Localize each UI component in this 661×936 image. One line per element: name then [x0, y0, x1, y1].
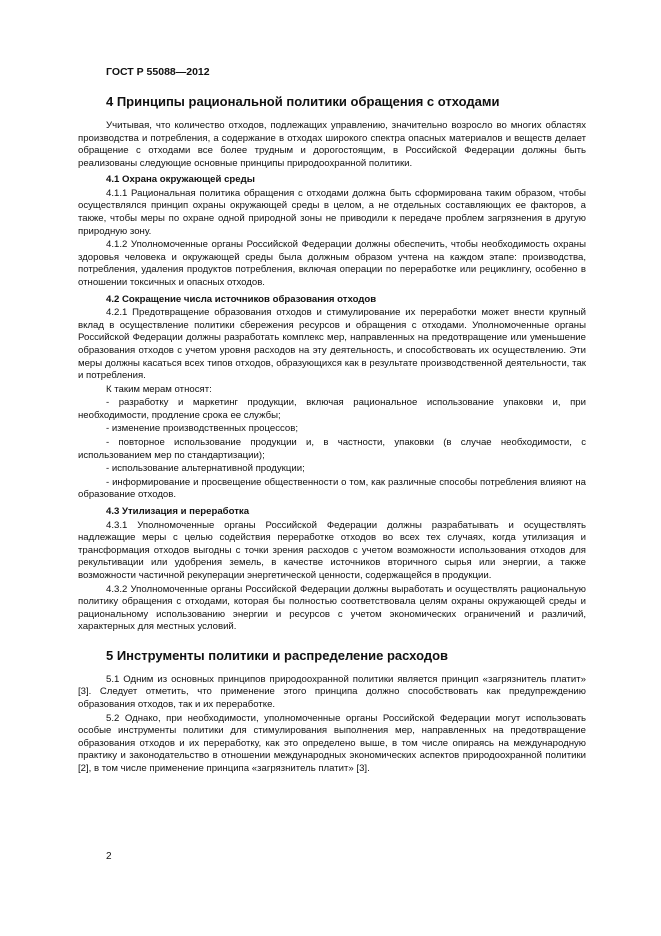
measure-item: - изменение производственных процессов;: [106, 423, 299, 435]
measure-item: - разработку и маркетинг продукции, включая рациональное использование упаковки и, при необходимости, продление срока ее службы;: [78, 397, 586, 421]
measure-item: - повторное использование продукции и, в частности, упаковки (в случае необходимости, с использованием мер по стандартизации);: [78, 437, 586, 461]
paragraph-4-1-1: 4.1.1 Рациональная политика обращения с отходами должна быть сформирована таким образом, чтобы осуществлялся принцип охраны окружающей среды в целом, а не отдельных составляющих ее факторов, а также, чтобы меры по охране одной природной зоны не приводили к передаче проблем загрязнения в другую природную зону.: [78, 187, 586, 237]
section-4-title: 4 Принципы рациональной политики обращения с отходами: [106, 94, 500, 109]
document-code: ГОСТ Р 55088—2012: [106, 66, 210, 78]
document-content: [78, 93, 586, 777]
paragraph-4-3-2: 4.3.2 Уполномоченные органы Российской Федерации должны выработать и осуществлять рациональную политику обращения с отходами, которая бы полностью соответствовала целям охраны окружающей среды и рациональному использованию энергии и ресурсов с учетом экономических ограничений и различий, характерных для местных условий.: [78, 583, 586, 633]
measure-item: - использование альтернативной продукции;: [106, 463, 305, 475]
page-number: 2: [106, 851, 112, 862]
paragraph-5-2: 5.2 Однако, при необходимости, уполномоченные органы Российской Федерации могут использовать особые инструменты политики для стимулирования выполнения мер, направленных на предотвращение образования отходов и их переработку, как это определено выше, в том числе опираясь на международную практику и законодательство в отношении международных экономических аспектов природоохранной политики [2], в том числе применение принципа «загрязнитель платит» [3].: [78, 712, 586, 775]
measure-item: - информирование и просвещение общественности о том, как различные способы потребления влияют на образование отходов.: [78, 476, 586, 501]
section-5-title: 5 Инструменты политики и распределение расходов: [106, 647, 449, 663]
paragraph-5-1: 5.1 Одним из основных принципов природоохранной политики является принцип «загрязнитель платит» [3]. Следует отметить, что применение этого принципа должно способствовать как предупреждению образования отходов, так и их переработке.: [78, 673, 586, 711]
measures-intro: К таким мерам относят:: [106, 383, 212, 395]
paragraph-4-2-1: 4.2.1 Предотвращение образования отходов и стимулирование их переработки может внести крупный вклад в осуществление политики сбережения ресурсов и обращения с отходами. Уполномоченные органы Российской Федерации должны разработать комплекс мер, направленных на предотвращение или уменьшение образования отходов с учетом уровня расходов на эту деятельность, и способствовать их осуществлению. Эти меры должны касаться всех типов отходов, образующихся как в результате производственной деятельности, так и потребления.: [78, 307, 586, 382]
paragraph-4-1-2: 4.1.2 Уполномоченные органы Российской Федерации должны обеспечить, чтобы необходимость охраны здоровья человека и окружающей среды была должным образом учтена на каждом этапе: производства, потребления, удаления продуктов потребления, включая операции по переработке или рециклингу, особенно в отношении токсичных и опасных отходов.: [78, 239, 586, 289]
subsection-4-1-title: 4.1 Охрана окружающей среды: [106, 174, 255, 186]
subsection-4-2-title: 4.2 Сокращение числа источников образования отходов: [106, 293, 377, 305]
section-4-intro: Учитывая, что количество отходов, подлежащих управлению, значительно возросло во многих областях производства и потребления, а содержание в отходах широкого спектра опасных материалов и веществ делает обращение с отходами все более трудным и дорогостоящим, в Российской Федерации должны быть реализованы следующие основные принципы природоохранной политики.: [78, 120, 586, 169]
subsection-4-3-title: 4.3 Утилизация и переработка: [106, 506, 250, 518]
paragraph-4-3-1: 4.3.1 Уполномоченные органы Российской Федерации должны разрабатывать и осуществлять надлежащие меры с целью содействия переработке отходов во всех тех случаях, когда утилизация и трансформация отходов выгодны с точки зрения расходов с учетом возможности использования отходов для рекультивации или удобрения земель, в качестве источников вторичного сырья или энергии, а также возможности частичной рекуперации энергетической ценности, содержащейся в продукции.: [78, 519, 586, 581]
